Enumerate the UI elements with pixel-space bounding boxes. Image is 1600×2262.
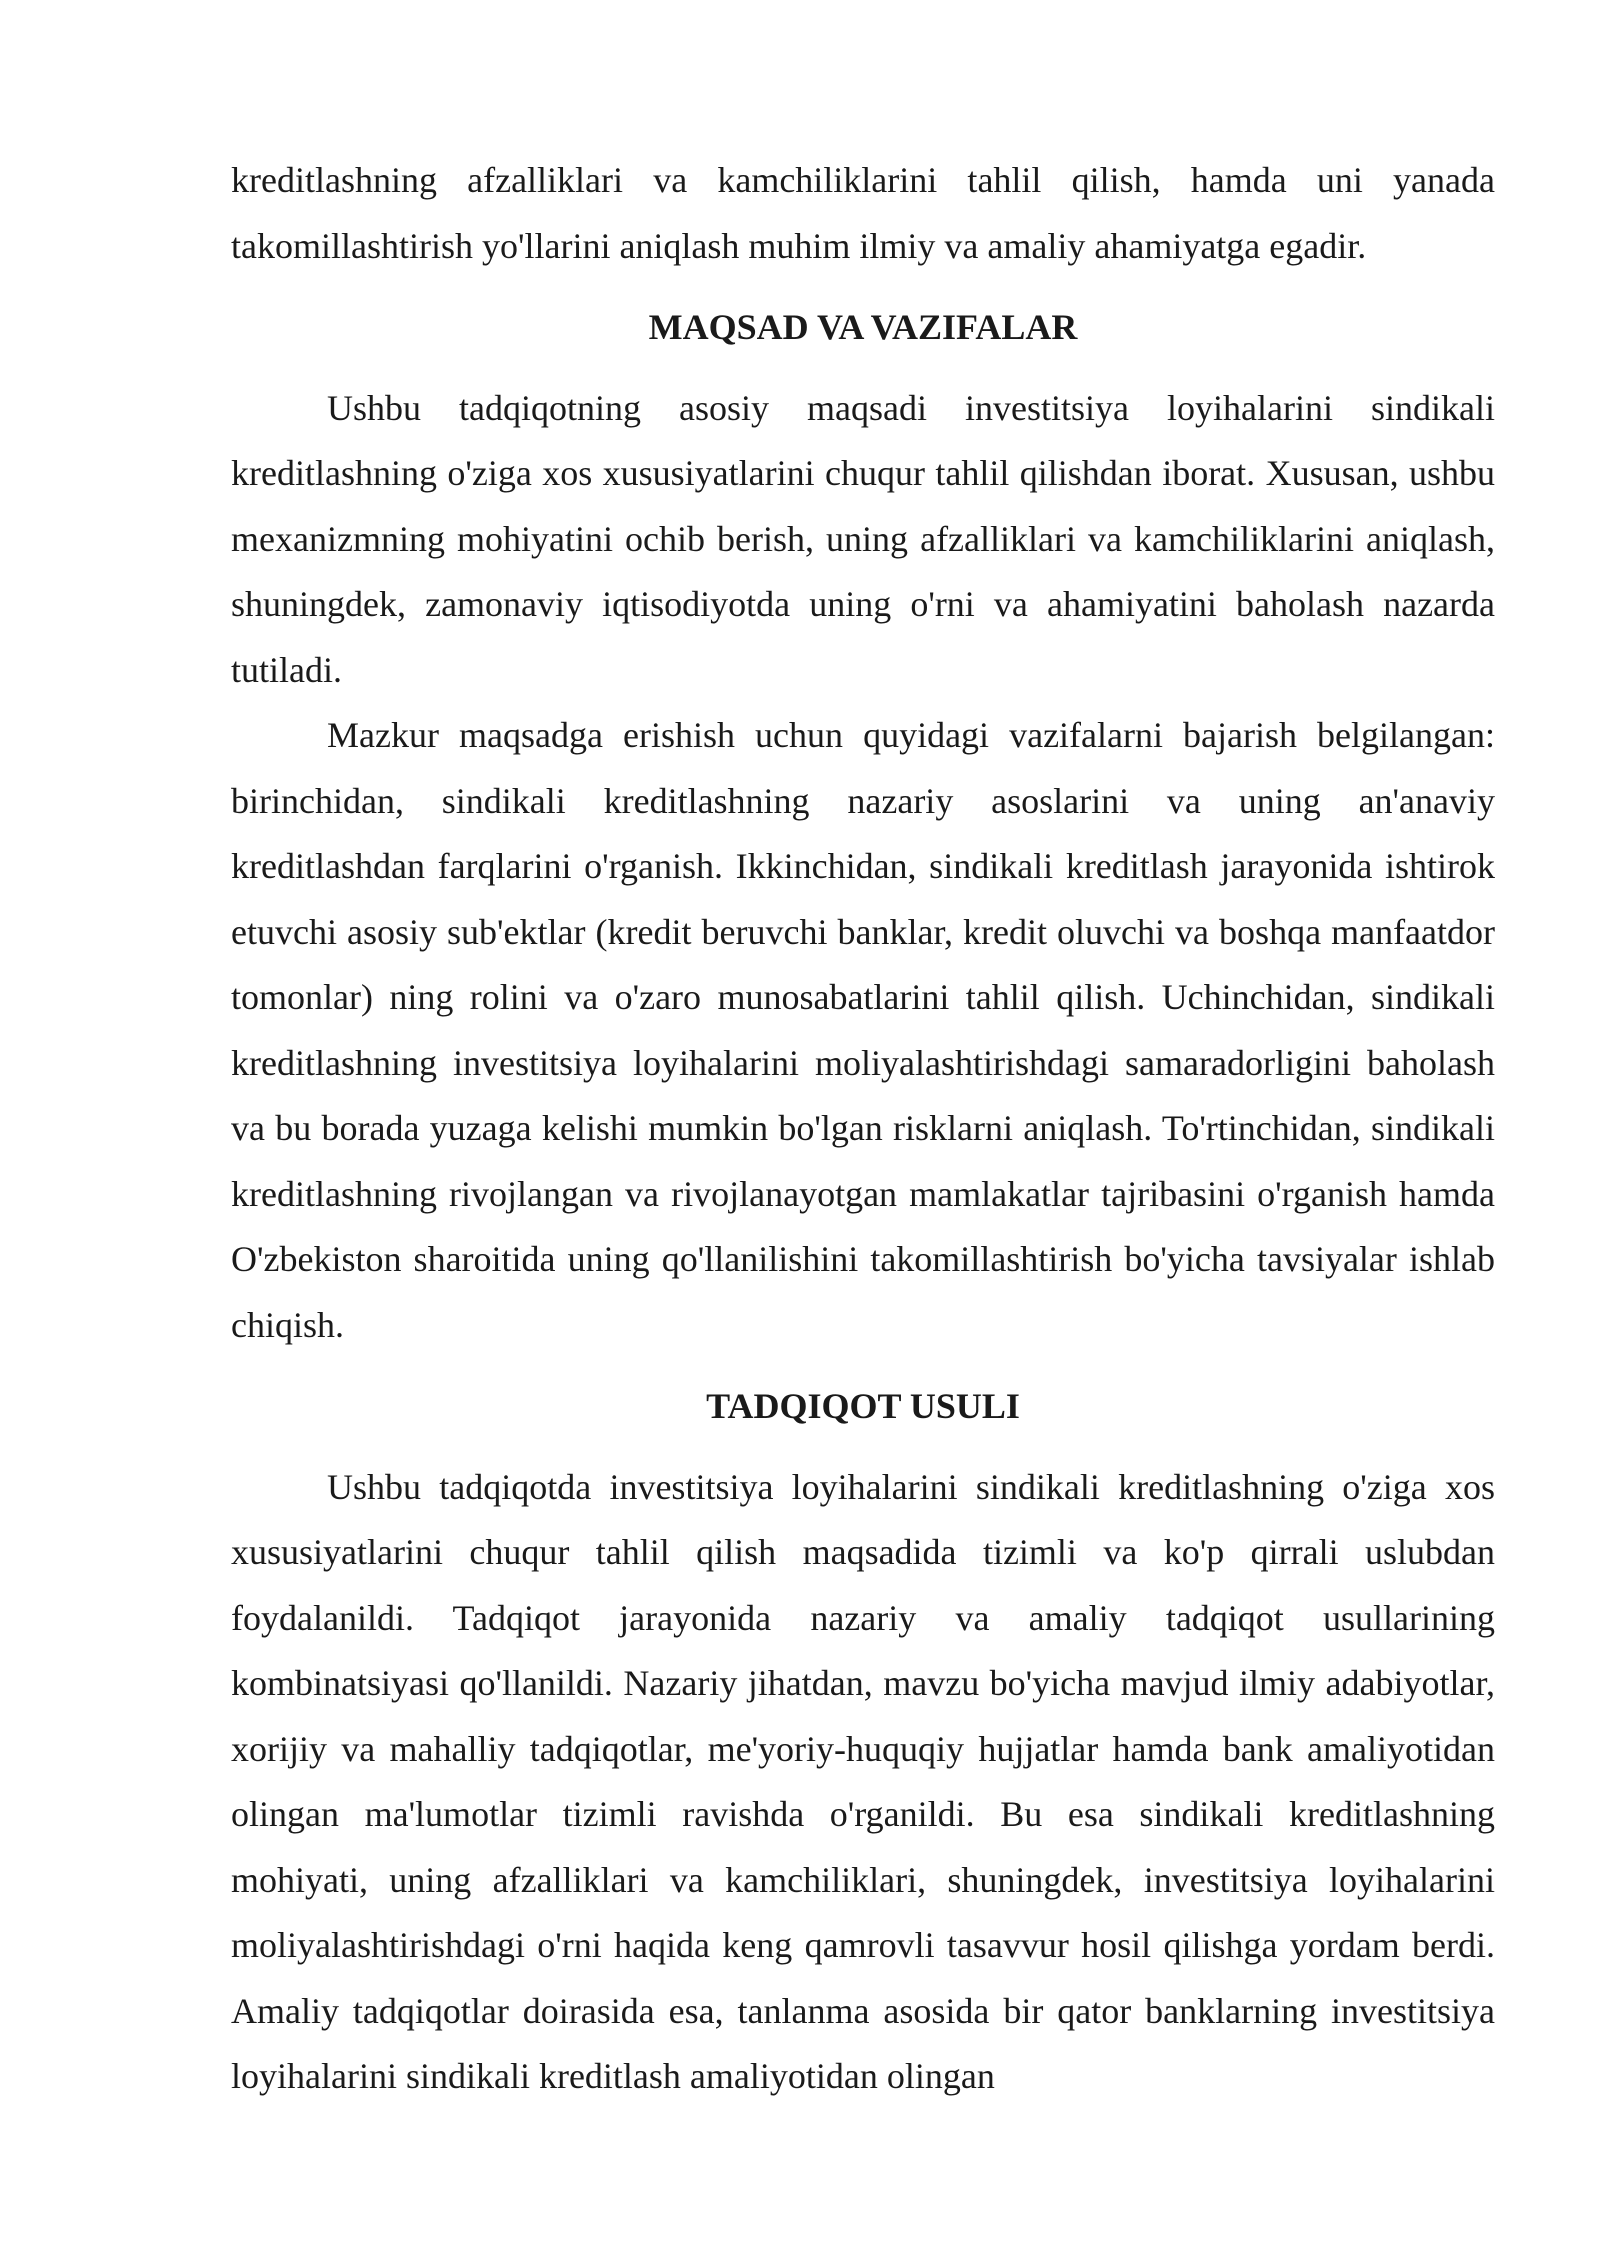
goals-paragraph-1: Ushbu tadqiqotning asosiy maqsadi investitsiya loyihalarini sindikali kreditlashning o'ziga xos xususiyatlarini chuqur tahlil qilishdan iborat. Xususan, ushbu mexanizmning mohiyatini ochib berish, uning afzalliklari va kamchiliklarini aniqlash, shuningdek, zamonaviy iqtisodiyotda uning o'rni va ahamiyatini baholash nazarda tutiladi. — [231, 387, 1495, 690]
section-heading-method: TADQIQOT USULI — [706, 1386, 1020, 1426]
intro-paragraph: kreditlashning afzalliklari va kamchiliklarini tahlil qilish, hamda uni yanada takomillashtirish yo'llarini aniqlash muhim ilmiy va amaliy ahamiyatga egadir. — [231, 160, 1495, 266]
goals-paragraph-2: Mazkur maqsadga erishish uchun quyidagi vazifalarni bajarish belgilangan: birinchidan, sindikali kreditlashning nazariy asoslarini va uning an'anaviy kreditlashdan farqlarini o'rganish. Ikkinchidan, sindikali kreditlash jarayonida ishtirok etuvchi asosiy sub'ektlar (kredit beruvchi banklar, kredit oluvchi va boshqa manfaatdor tomonlar) ning rolini va o'zaro munosabatlarini tahlil qilish. Uchinchidan, sindikali kreditlashning investitsiya loyihalarini moliyalashtirishdagi samaradorligini baholash va bu borada yuzaga kelishi mumkin bo'lgan risklarni aniqlash. To'rtinchidan, sindikali kreditlashning rivojlangan va rivojlanayotgan mamlakatlar tajribasini o'rganish hamda O'zbekiston sharoitida uning qo'llanilishini takomillashtirish bo'yicha tavsiyalar ishlab chiqish. — [231, 715, 1495, 1345]
method-paragraph-1: Ushbu tadqiqotda investitsiya loyihalarini sindikali kreditlashning o'ziga xos xususiyatlarini chuqur tahlil qilish maqsadida tizimli va ko'p qirrali uslubdan foydalanildi. Tadqiqot jarayonida nazariy va amaliy tadqiqot usullarining kombinatsiyasi qo'llanildi. Nazariy jihatdan, mavzu bo'yicha mavjud ilmiy adabiyotlar, xorijiy va mahalliy tadqiqotlar, me'yoriy-huquqiy hujjatlar hamda bank amaliyotidan olingan ma'lumotlar tizimli ravishda o'rganildi. Bu esa sindikali kreditlashning mohiyati, uning afzalliklari va kamchiliklari, shuningdek, investitsiya loyihalarini moliyalashtirishdagi o'rni haqida keng qamrovli tasavvur hosil qilishga yordam berdi. Amaliy tadqiqotlar doirasida esa, tanlanma asosida bir qator banklarning investitsiya loyihalarini sindikali kreditlash amaliyotidan olingan — [231, 1466, 1495, 2096]
section-heading-goals: MAQSAD VA VAZIFALAR — [648, 307, 1078, 347]
document-page — [231, 148, 1495, 2110]
